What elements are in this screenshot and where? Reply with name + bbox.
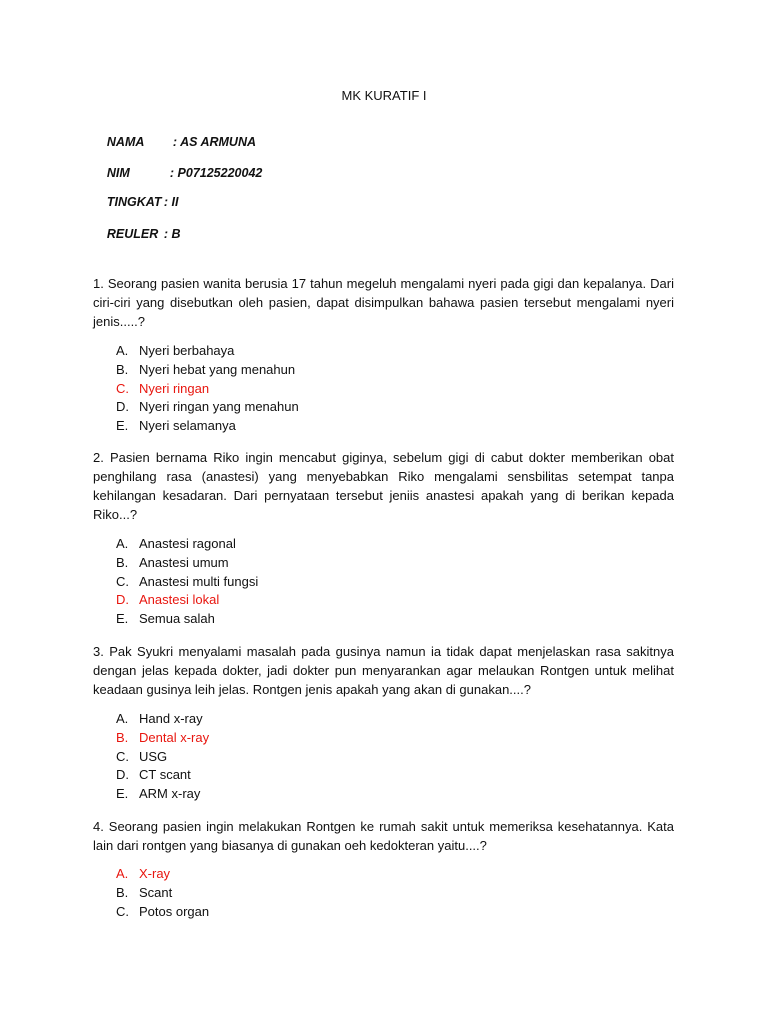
option-4c [116,903,209,922]
question-1-options [116,342,299,436]
option-text: Nyeri ringan yang menahun [139,399,299,415]
option-letter: D. [116,399,129,415]
option-2a [116,535,258,554]
option-2d [116,591,258,610]
option-4b [116,884,209,903]
document-title: MK KURATIF I [341,88,427,103]
field-nama-label: NAMA [106,135,145,149]
option-text: Scant [139,884,173,900]
option-letter: E. [116,611,129,627]
field-nim-value: : P07125220042 [169,166,263,180]
option-letter: A. [116,536,129,551]
option-3c [116,748,209,767]
option-text: Potos organ [139,903,210,919]
option-letter: A. [116,343,129,358]
option-text: Hand x-ray [139,711,203,726]
option-letter: D. [116,592,129,608]
option-1c [116,380,299,399]
option-text: Semua salah [139,611,215,627]
option-text: CT scant [139,767,191,783]
option-text: Anastesi umum [139,554,229,570]
option-text: Anastesi multi fungsi [139,573,259,589]
option-text: Nyeri hebat yang menahun [139,361,296,377]
field-reuler-value: : B [163,227,181,241]
option-2e [116,610,258,629]
field-tingkat-label: TINGKAT [106,195,162,209]
question-3-options [116,710,209,804]
option-1d [116,398,299,417]
option-2b [116,554,258,573]
field-reuler [93,213,181,255]
field-tingkat-value: : II [163,195,179,209]
option-1b [116,361,299,380]
option-letter: C. [116,380,129,396]
option-text: Anastesi ragonal [139,536,236,551]
field-nim-label: NIM [106,166,130,180]
option-letter: E. [116,786,129,802]
field-reuler-label: REULER [106,227,159,241]
option-text: Anastesi lokal [139,592,220,608]
option-letter: A. [116,866,129,881]
question-2-options [116,535,258,629]
option-3b [116,729,209,748]
option-1a [116,342,299,361]
question-4-text: 4. Seorang pasien ingin melakukan Rontgen ke rumah sakit untuk memeriksa kesehatannya. Kata lain dari rontgen yang biasanya di gunakan oeh kedokteran yaitu....? [93,819,674,853]
question-3-text: 3. Pak Syukri menyalami masalah pada gusinya namun ia tidak dapat menjelaskan rasa sakitnya dengan jelas kepada dokter, jadi dokter pun menyarankan agar melaukan Rontgen untuk melihat keadaan gusinya leih jelas. Rontgen jenis apakah yang akan di gunakan....? [93,644,674,697]
option-letter: A. [116,711,129,726]
option-3e [116,785,209,804]
question-1-text: 1. Seorang pasien wanita berusia 17 tahun megeluh mengalami nyeri pada gigi dan kepalanya. Dari ciri-ciri yang disebutkan oleh pasien, dapat disimpulkan bahawa pasien tersebut mengalami nyeri jenis.....? [93,276,674,329]
option-letter: D. [116,767,129,783]
option-text: ARM x-ray [139,786,201,802]
option-letter: B. [116,729,129,745]
option-text: USG [139,748,168,764]
option-letter: E. [116,418,129,434]
option-text: Dental x-ray [139,729,210,745]
option-3d [116,766,209,785]
option-1e [116,417,299,436]
question-4-options [116,865,209,921]
option-letter: B. [116,554,129,570]
option-text: Nyeri berbahaya [139,343,235,358]
option-text: Nyeri selamanya [139,418,236,434]
option-4a [116,865,209,884]
option-text: X-ray [139,866,171,881]
question-2-text: 2. Pasien bernama Riko ingin mencabut giginya, sebelum gigi di cabut dokter memberikan obat penghilang rasa (anastesi) yang menyebabkan Riko mengalami sensbilitas setempat tanpa kehilangan kesadaran. Dari pernyataan tersebut jeniis anastesi apakah yang di berikan kepada Riko...? [93,450,674,522]
option-text: Nyeri ringan [139,380,210,396]
option-2c [116,573,258,592]
option-letter: C. [116,573,129,589]
option-letter: B. [116,884,129,900]
option-letter: C. [116,748,129,764]
option-3a [116,710,209,729]
option-letter: C. [116,903,129,919]
field-nama-value: : AS ARMUNA [172,135,256,149]
option-letter: B. [116,361,129,377]
